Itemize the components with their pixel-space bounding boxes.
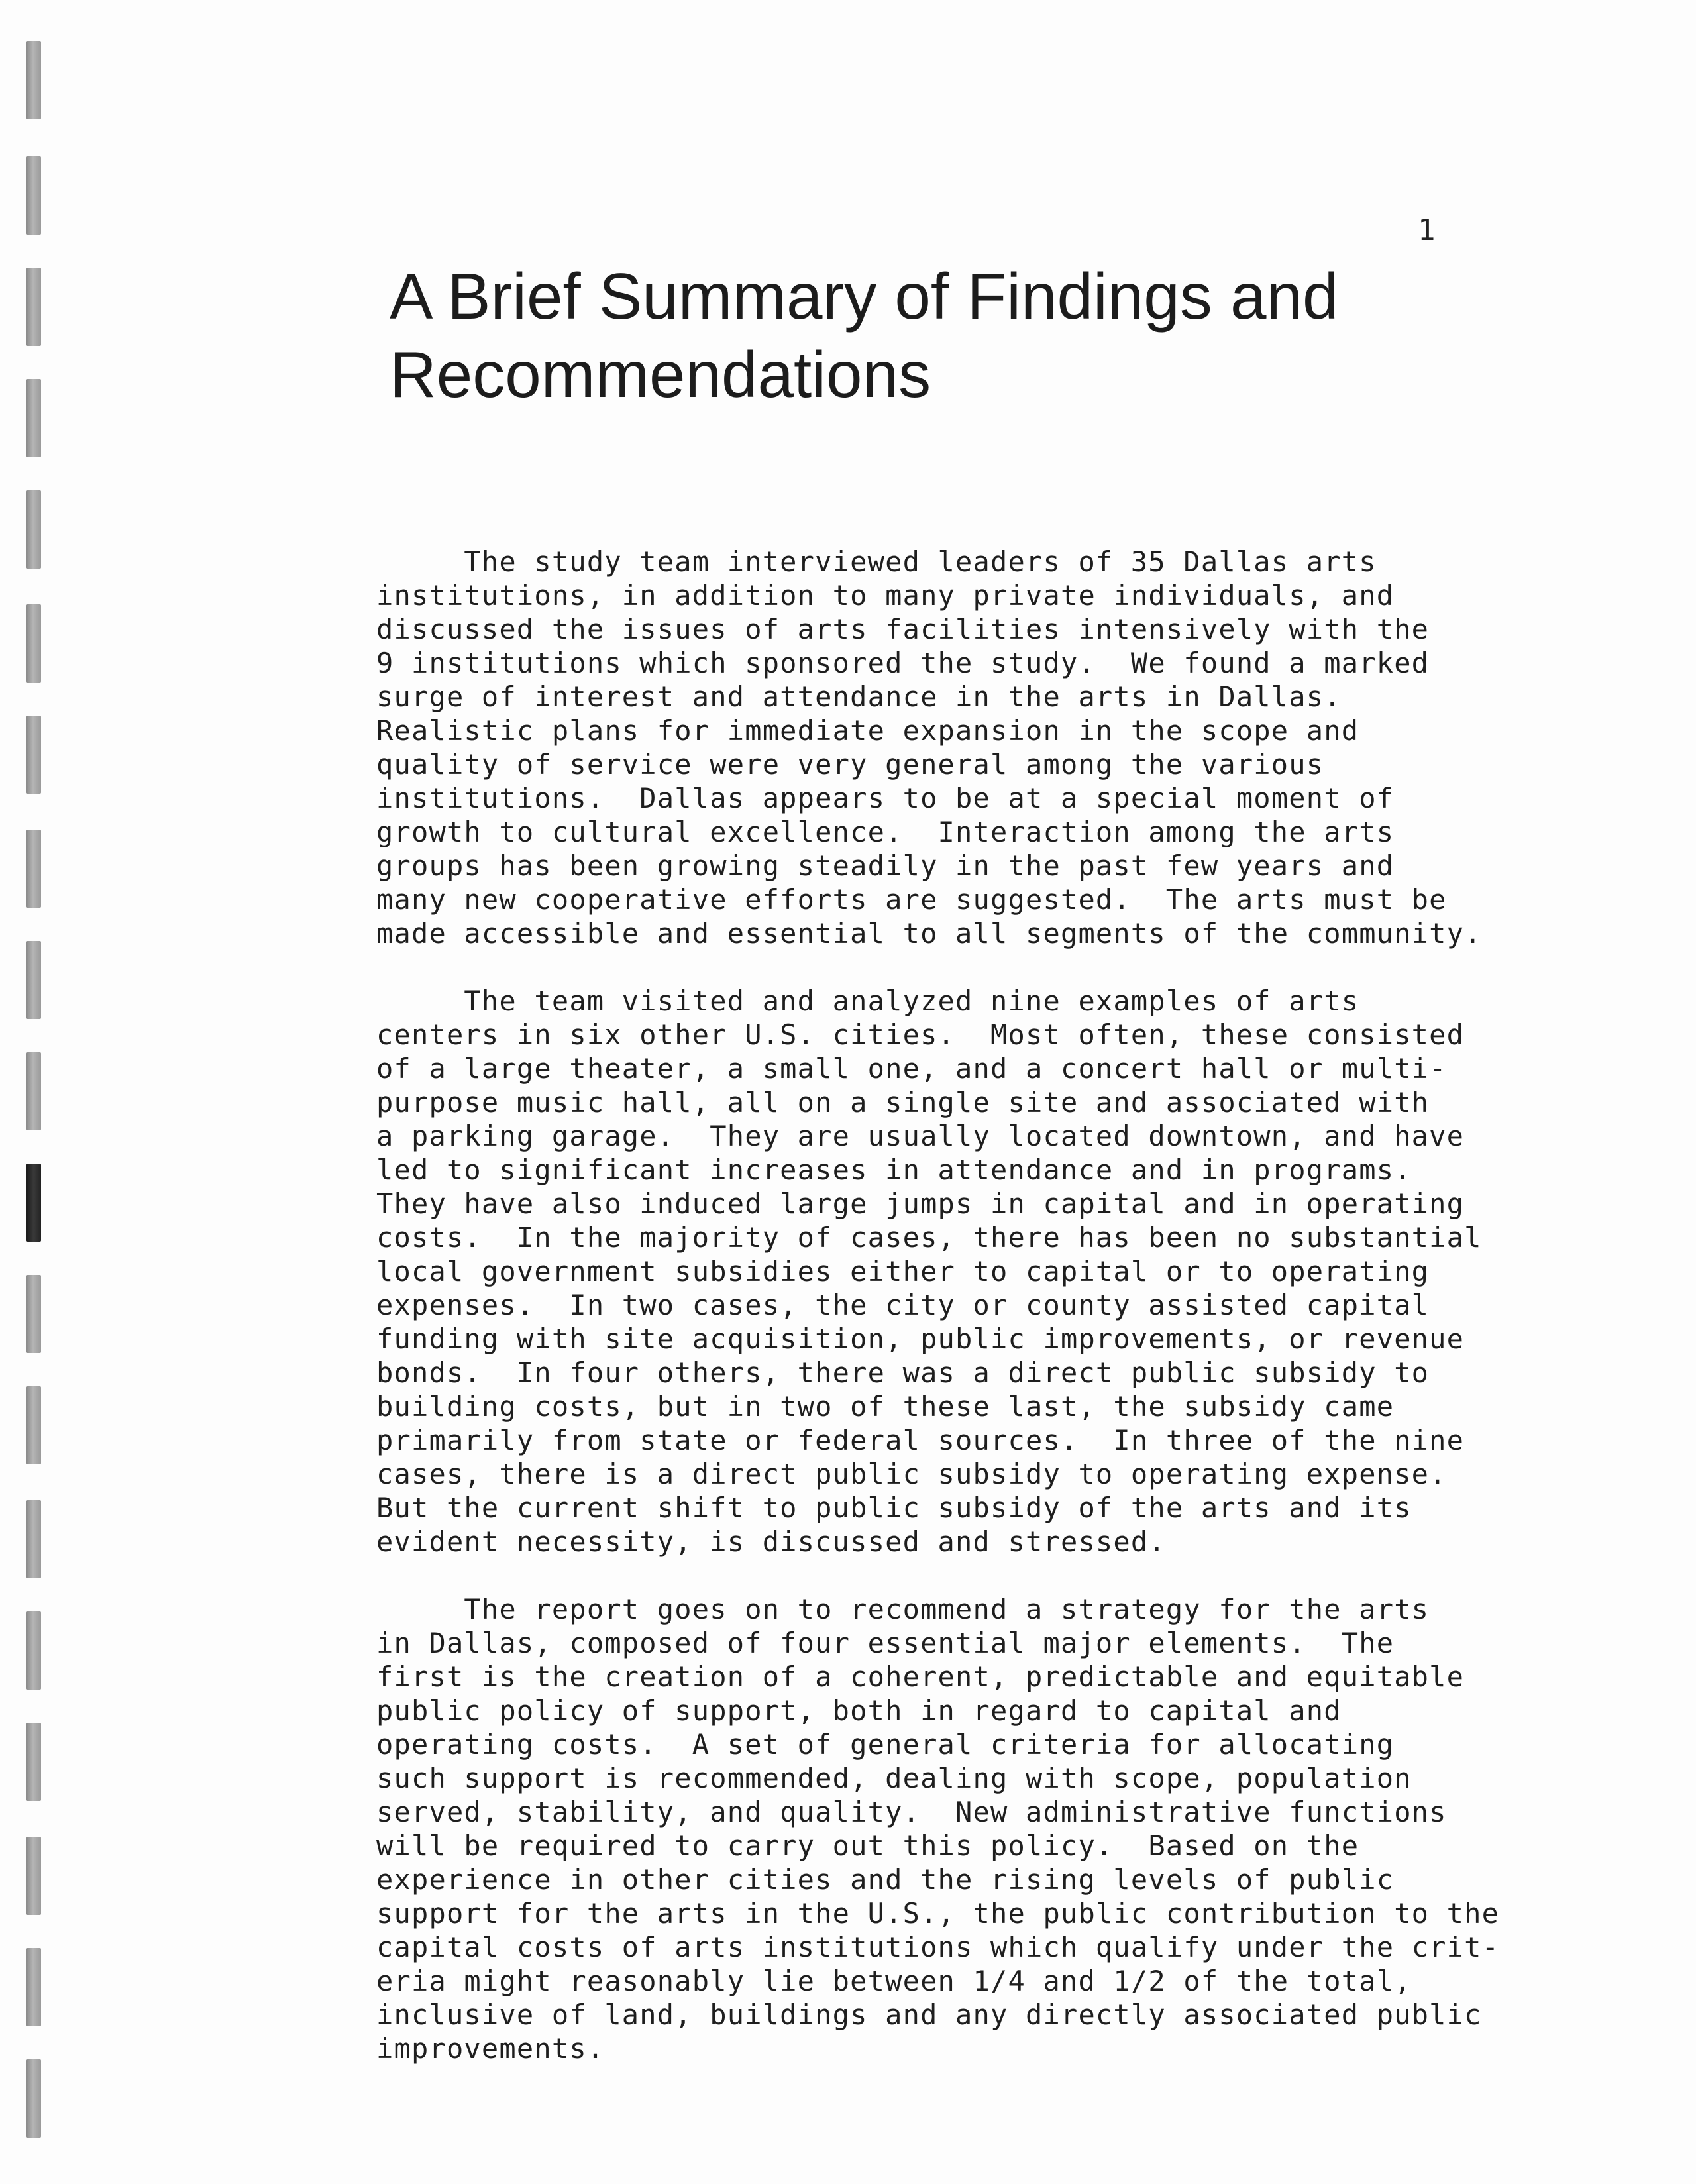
binding-mark xyxy=(26,2059,41,2138)
binding-mark xyxy=(26,379,41,457)
text-line: growth to cultural excellence. Interaction among the arts xyxy=(376,816,1395,848)
binding-mark xyxy=(26,1948,41,2026)
text-line: institutions. Dallas appears to be at a special moment of xyxy=(376,782,1395,814)
text-line: The report goes on to recommend a strategy for the arts xyxy=(376,1593,1430,1625)
text-line: operating costs. A set of general criteria for allocating xyxy=(376,1728,1395,1761)
text-line: The team visited and analyzed nine examples of arts xyxy=(376,985,1359,1017)
text-line: evident necessity, is discussed and stressed. xyxy=(376,1525,1166,1558)
paragraph xyxy=(376,984,1516,1558)
text-line: bonds. In four others, there was a direct public subsidy to xyxy=(376,1356,1430,1389)
text-line: The study team interviewed leaders of 35 Dallas arts xyxy=(376,545,1377,578)
binding-mark xyxy=(26,1500,41,1578)
text-line: of a large theater, a small one, and a concert hall or multi- xyxy=(376,1052,1447,1085)
text-line: improvements. xyxy=(376,2032,605,2065)
text-line: centers in six other U.S. cities. Most often, these consisted xyxy=(376,1018,1465,1051)
text-line: public policy of support, both in regard to capital and xyxy=(376,1694,1342,1727)
text-line: inclusive of land, buildings and any directly associated public xyxy=(376,1998,1482,2031)
title-line: A Brief Summary of Findings and xyxy=(390,260,1339,333)
text-line: capital costs of arts institutions which qualify under the crit- xyxy=(376,1931,1500,1963)
text-line: building costs, but in two of these last, the subsidy came xyxy=(376,1390,1395,1423)
binding-mark xyxy=(26,604,41,682)
text-line: 9 institutions which sponsored the study. We found a marked xyxy=(376,647,1430,679)
text-line: purpose music hall, all on a single site and associated with xyxy=(376,1086,1430,1119)
text-line: institutions, in addition to many private individuals, and xyxy=(376,579,1395,612)
text-line: But the current shift to public subsidy of the arts and its xyxy=(376,1492,1412,1524)
text-line: costs. In the majority of cases, there has been no substantial xyxy=(376,1221,1482,1254)
binding-mark xyxy=(26,268,41,346)
text-line: in Dallas, composed of four essential major elements. The xyxy=(376,1627,1395,1659)
binding-mark xyxy=(26,1275,41,1353)
text-line: Realistic plans for immediate expansion in the scope and xyxy=(376,714,1359,747)
text-line: such support is recommended, dealing with scope, population xyxy=(376,1762,1412,1794)
text-line: cases, there is a direct public subsidy to operating expense. xyxy=(376,1458,1447,1490)
text-line: local government subsidies either to capital or to operating xyxy=(376,1255,1430,1287)
page-number: 1 xyxy=(1418,213,1436,247)
title-line: Recommendations xyxy=(390,338,931,411)
text-line: first is the creation of a coherent, predictable and equitable xyxy=(376,1661,1465,1693)
text-line: will be required to carry out this policy. Based on the xyxy=(376,1829,1359,1862)
text-line: served, stability, and quality. New administrative functions xyxy=(376,1796,1447,1828)
text-line: many new cooperative efforts are suggested. The arts must be xyxy=(376,883,1447,916)
text-line: a parking garage. They are usually located downtown, and have xyxy=(376,1120,1465,1152)
text-line: They have also induced large jumps in capital and in operating xyxy=(376,1187,1465,1220)
page-title xyxy=(390,257,1516,413)
paragraph xyxy=(376,1592,1516,2065)
text-line: expenses. In two cases, the city or county assisted capital xyxy=(376,1289,1430,1321)
document-body xyxy=(376,545,1516,2099)
text-line: led to significant increases in attendance and in programs. xyxy=(376,1154,1412,1186)
binding-mark xyxy=(26,156,41,235)
binding-mark xyxy=(26,1164,41,1242)
paragraph xyxy=(376,545,1516,950)
text-line: quality of service were very general among the various xyxy=(376,748,1324,781)
text-line: made accessible and essential to all segments of the community. xyxy=(376,917,1482,950)
binding-mark xyxy=(26,1837,41,1915)
binding-mark xyxy=(26,1052,41,1130)
text-line: eria might reasonably lie between 1/4 and 1/2 of the total, xyxy=(376,1965,1412,1997)
binding-mark xyxy=(26,41,41,119)
text-line: groups has been growing steadily in the past few years and xyxy=(376,849,1395,882)
text-line: support for the arts in the U.S., the public contribution to the xyxy=(376,1897,1500,1930)
binding-mark xyxy=(26,941,41,1019)
binding-mark xyxy=(26,830,41,908)
text-line: experience in other cities and the rising levels of public xyxy=(376,1863,1395,1896)
text-line: surge of interest and attendance in the arts in Dallas. xyxy=(376,681,1342,713)
text-line: primarily from state or federal sources. In three of the nine xyxy=(376,1424,1465,1456)
binding-mark xyxy=(26,1386,41,1464)
text-line: discussed the issues of arts facilities intensively with the xyxy=(376,613,1430,645)
text-line: funding with site acquisition, public improvements, or revenue xyxy=(376,1323,1465,1355)
binding-mark xyxy=(26,490,41,569)
binding-mark xyxy=(26,1611,41,1690)
binding-mark xyxy=(26,716,41,794)
binding-mark xyxy=(26,1723,41,1801)
